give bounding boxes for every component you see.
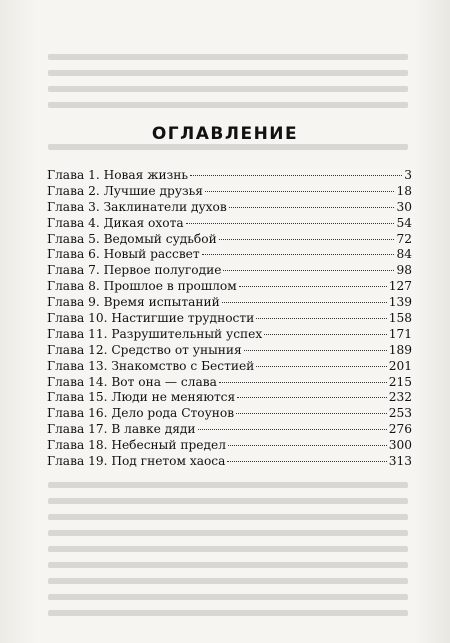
bleed-through-top — [0, 66, 450, 80]
dot-leader — [264, 333, 387, 335]
bleed-through-bottom — [0, 542, 450, 556]
toc-entry-page: 98 — [396, 263, 412, 278]
dot-leader — [202, 253, 395, 255]
toc-entry-label: Глава 13. Знакомство с Бестией — [47, 358, 255, 373]
toc-entry-page: 313 — [388, 454, 412, 469]
toc-entry-label: Глава 3. Заклинатели духов — [47, 199, 227, 214]
toc-entry-label: Глава 1. Новая жизнь — [47, 168, 188, 182]
table-of-contents — [47, 168, 412, 470]
toc-entry — [47, 438, 412, 454]
dot-leader — [244, 349, 387, 351]
dot-leader — [219, 238, 395, 240]
toc-entry-page: 201 — [388, 358, 412, 373]
bleed-through-top — [0, 82, 450, 96]
dot-leader — [256, 317, 387, 319]
bleed-through-bottom — [0, 574, 450, 588]
dot-leader — [205, 190, 395, 192]
toc-entry — [47, 422, 412, 438]
toc-entry — [47, 390, 412, 406]
toc-entry — [47, 232, 412, 248]
dot-leader — [190, 174, 402, 176]
bleed-through-bottom — [0, 558, 450, 572]
dot-leader — [223, 269, 394, 271]
dot-leader — [239, 285, 387, 287]
bleed-through-bottom — [0, 590, 450, 604]
toc-entry-label: Глава 5. Ведомый судьбой — [47, 231, 217, 246]
toc-entry-page: 30 — [396, 199, 412, 214]
toc-entry — [47, 247, 412, 263]
toc-entry-label: Глава 11. Разрушительный успех — [47, 326, 263, 341]
toc-entry-page: 158 — [388, 311, 412, 326]
toc-entry-page: 139 — [388, 295, 412, 310]
toc-entry-page: 189 — [388, 342, 412, 357]
toc-entry-page: 18 — [396, 183, 412, 198]
toc-entry — [47, 295, 412, 311]
bleed-through-top — [0, 98, 450, 112]
toc-entry-label: Глава 17. В лавке дяди — [47, 422, 196, 437]
toc-entry-page: 253 — [388, 406, 412, 421]
toc-entry-label: Глава 14. Вот она — слава — [47, 374, 217, 389]
toc-entry-label: Глава 7. Первое полугодие — [47, 263, 222, 278]
toc-entry-label: Глава 18. Небесный предел — [47, 438, 226, 453]
toc-entry — [47, 279, 412, 295]
dot-leader — [236, 412, 387, 414]
toc-entry-label: Глава 4. Дикая охота — [47, 215, 184, 230]
toc-entry-label: Глава 6. Новый рассвет — [47, 247, 200, 262]
toc-entry-page: 72 — [396, 231, 412, 246]
toc-entry-label: Глава 16. Дело рода Стоунов — [47, 406, 235, 421]
toc-entry-page: 54 — [396, 215, 412, 230]
dot-leader — [256, 365, 386, 367]
toc-entry — [47, 327, 412, 343]
dot-leader — [219, 381, 387, 383]
toc-entry — [47, 375, 412, 391]
toc-entry-label: Глава 12. Средство от уныния — [47, 342, 242, 357]
bleed-through-top — [0, 50, 450, 64]
toc-entry-page: 300 — [388, 438, 412, 453]
toc-entry — [47, 311, 412, 327]
toc-entry — [47, 184, 412, 200]
bleed-through-bottom — [0, 478, 450, 492]
dot-leader — [229, 206, 395, 208]
page-title: ОГЛАВЛЕНИЕ — [151, 124, 299, 144]
toc-entry — [47, 359, 412, 375]
toc-entry-label: Глава 2. Лучшие друзья — [47, 183, 203, 198]
toc-entry-page: 232 — [388, 390, 412, 405]
toc-entry-page: 276 — [388, 422, 412, 437]
dot-leader — [198, 428, 387, 430]
toc-entry — [47, 200, 412, 216]
toc-entry-label: Глава 8. Прошлое в прошлом — [47, 279, 237, 294]
toc-entry-label: Глава 9. Время испытаний — [47, 295, 220, 310]
dot-leader — [227, 460, 386, 462]
toc-entry-label: Глава 19. Под гнетом хаоса — [47, 454, 226, 469]
bleed-through-bottom — [0, 510, 450, 524]
toc-entry-page: 215 — [388, 374, 412, 389]
toc-entry-label: Глава 10. Настигшие трудности — [47, 311, 255, 326]
dot-leader — [186, 222, 395, 224]
toc-entry-page: 84 — [396, 247, 412, 262]
toc-entry-page: 3 — [404, 168, 412, 182]
toc-entry — [47, 168, 412, 184]
toc-entry — [47, 343, 412, 359]
bleed-through-bottom — [0, 606, 450, 620]
toc-entry-page: 127 — [388, 279, 412, 294]
toc-entry-page: 171 — [388, 326, 412, 341]
bleed-through-bottom — [0, 526, 450, 540]
bleed-through-bottom — [0, 494, 450, 508]
dot-leader — [222, 301, 387, 303]
toc-entry-label: Глава 15. Люди не меняются — [47, 390, 236, 405]
dot-leader — [228, 444, 387, 446]
toc-entry — [47, 263, 412, 279]
dot-leader — [237, 396, 387, 398]
toc-entry — [47, 216, 412, 232]
toc-entry — [47, 406, 412, 422]
toc-entry — [47, 454, 412, 470]
